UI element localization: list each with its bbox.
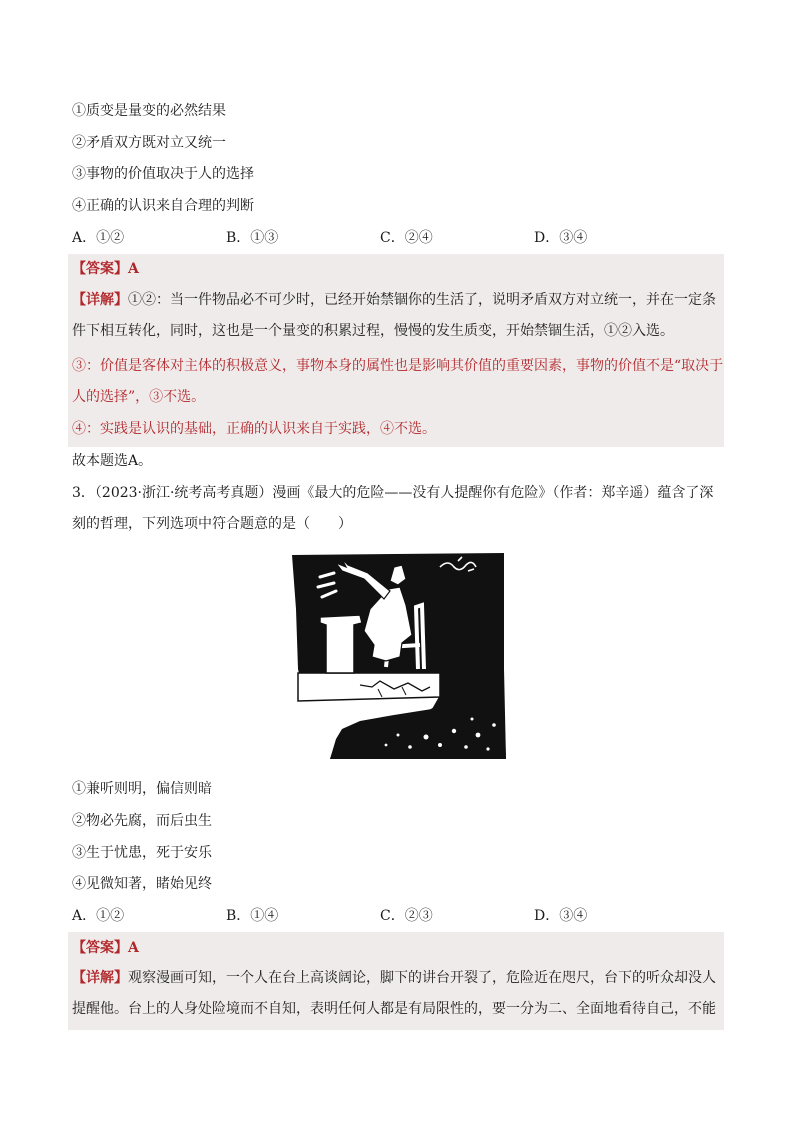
q2-detail-1-text: ①②：当一件物品必不可少时，已经开始禁锢你的生活了，说明矛盾双方对立统一，并在一定条件下相互转化，同时，这也是一个量变的积累过程，慢慢的发生质变，开始禁锢生活，①②入选。 xyxy=(72,292,716,339)
q2-answer-value: A xyxy=(128,261,139,277)
q3-detail-label: 【详解】 xyxy=(72,970,128,986)
q3-option-a: A．①② xyxy=(72,908,125,924)
q3-item-3: ③生于忧患，死于安乐 xyxy=(72,845,212,861)
q2-detail-1 xyxy=(72,285,724,347)
q2-detail-2: ③：价值是客体对主体的积极意义，事物本身的属性也是影响其价值的重要因素，事物的价值不是“取决于人的选择”，③不选。 xyxy=(72,358,724,405)
q2-option-c: C．②④ xyxy=(380,230,433,246)
q3-detail-1-text: 观察漫画可知，一个人在台上高谈阔论，脚下的讲台开裂了，危险近在咫尺，台下的听众却没人提醒他。台上的人身处险境而不自知，表明任何人都是有局限性的，要一分为二、全面地看待自己，不能 xyxy=(72,970,716,1017)
q3-option-b: B．①④ xyxy=(226,908,279,924)
q3-answer-value: A xyxy=(128,940,139,956)
q2-item-4: ④正确的认识来自合理的判断 xyxy=(72,198,254,214)
q2-option-b: B．①③ xyxy=(226,230,279,246)
q2-answer-label: 【答案】 xyxy=(72,261,128,277)
q3-answer-label: 【答案】 xyxy=(72,940,128,956)
q2-conclusion: 故本题选A。 xyxy=(72,453,153,469)
q3-item-1: ①兼听则明，偏信则暗 xyxy=(72,781,212,797)
q2-item-2: ②矛盾双方既对立又统一 xyxy=(72,135,226,151)
q2-item-3: ③事物的价值取决于人的选择 xyxy=(72,166,254,182)
q3-detail-1 xyxy=(72,963,724,1025)
q2-detail-label: 【详解】 xyxy=(72,292,128,308)
q3-item-4: ④见微知著，睹始见终 xyxy=(72,876,212,892)
q2-detail-3: ④：实践是认识的基础，正确的认识来自于实践，④不选。 xyxy=(72,421,436,437)
cartoon-image xyxy=(290,549,506,761)
q2-option-d: D．③④ xyxy=(534,230,588,246)
q3-answer xyxy=(72,938,139,958)
q2-item-1: ①质变是量变的必然结果 xyxy=(72,103,226,119)
q3-option-d: D．③④ xyxy=(534,908,588,924)
q2-answer xyxy=(72,259,139,279)
q3-option-c: C．②③ xyxy=(380,908,433,924)
q2-option-a: A．①② xyxy=(72,230,125,246)
q3-item-2: ②物必先腐，而后虫生 xyxy=(72,813,212,829)
q3-stem: 3．（2023·浙江·统考高考真题）漫画《最大的危险——没有人提醒你有危险》（作者：郑辛遥）蕴含了深刻的哲理，下列选项中符合题意的是（ ） xyxy=(72,485,714,532)
